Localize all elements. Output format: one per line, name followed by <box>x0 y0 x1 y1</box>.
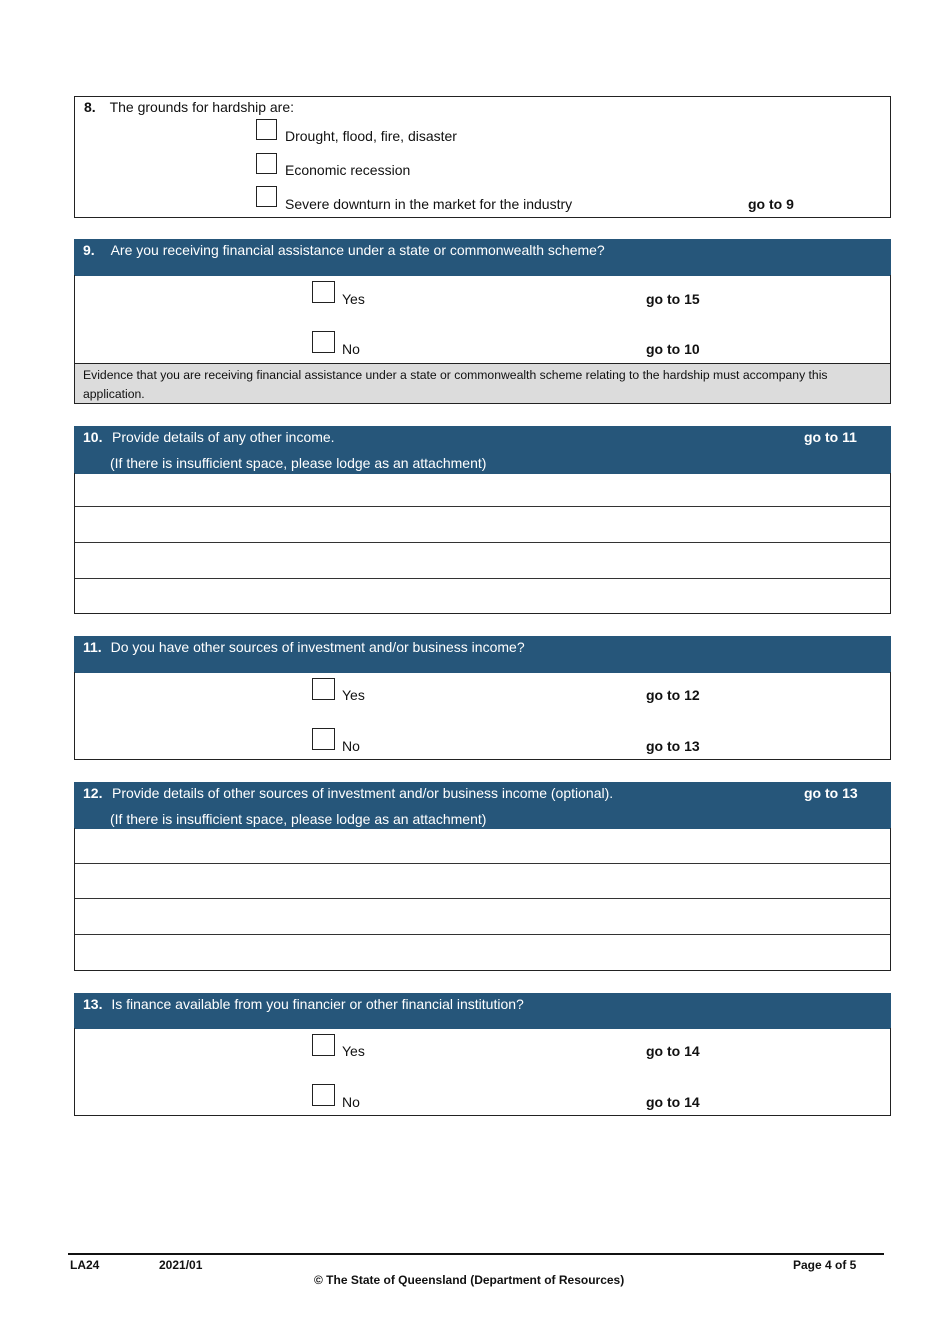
question-12-subtext: (If there is insufficient space, please lodge as an attachment) <box>110 811 487 827</box>
drought-option-label: Drought, flood, fire, disaster <box>285 128 457 144</box>
market-downturn-checkbox[interactable] <box>256 186 277 207</box>
details-line-1 <box>75 506 890 507</box>
question-10-header <box>74 426 891 474</box>
question-12-number: 12. <box>83 785 103 801</box>
question-11-header <box>74 636 891 673</box>
question-9-no-checkbox[interactable] <box>312 331 335 353</box>
question-13-no-label: No <box>342 1094 360 1110</box>
question-13-no-checkbox[interactable] <box>312 1084 335 1106</box>
question-11-answers <box>74 672 891 760</box>
question-8-number: 8. <box>84 99 96 115</box>
question-12-text: Provide details of other sources of investment and/or business income (optional). <box>112 785 614 801</box>
question-10-subtext: (If there is insufficient space, please lodge as an attachment) <box>110 455 487 471</box>
footer-copyright: © The State of Queensland (Department of Resources) <box>314 1273 625 1287</box>
question-11-no-goto: go to 13 <box>646 738 700 754</box>
question-13-no-goto: go to 14 <box>646 1094 700 1110</box>
question-11-no-checkbox[interactable] <box>312 728 335 750</box>
drought-checkbox[interactable] <box>256 119 277 140</box>
question-10-details-area[interactable] <box>74 473 891 614</box>
question-10-text: Provide details of any other income. <box>112 429 335 445</box>
question-9-evidence-note: Evidence that you are receiving financial assistance under a state or commonwealth scheme relating to the hardship must accompany this application. <box>74 363 891 404</box>
question-10-number: 10. <box>83 429 103 445</box>
question-9-yes-checkbox[interactable] <box>312 281 335 303</box>
question-9-text: Are you receiving financial assistance under a state or commonwealth scheme? <box>110 242 605 258</box>
question-11-yes-label: Yes <box>342 687 365 703</box>
question-8-text: The grounds for hardship are: <box>109 99 295 115</box>
question-12-header <box>74 782 891 829</box>
footer-rule <box>68 1253 884 1255</box>
question-13-answers <box>74 1028 891 1116</box>
question-9-no-goto: go to 10 <box>646 341 700 357</box>
question-12-details-area[interactable] <box>74 828 891 971</box>
question-12-goto: go to 13 <box>804 785 858 801</box>
economic-recession-option-label: Economic recession <box>285 162 411 178</box>
question-10-goto: go to 11 <box>804 429 857 445</box>
question-11-text: Do you have other sources of investment and/or business income? <box>110 639 525 655</box>
question-11-yes-goto: go to 12 <box>646 687 700 703</box>
question-9-number: 9. <box>83 242 95 258</box>
question-8-goto: go to 9 <box>748 196 794 212</box>
footer-form-code: LA24 <box>70 1258 100 1272</box>
question-13-yes-label: Yes <box>342 1043 365 1059</box>
details-line-2 <box>75 898 890 899</box>
question-13-yes-goto: go to 14 <box>646 1043 700 1059</box>
question-9-header <box>74 239 891 276</box>
question-11-yes-checkbox[interactable] <box>312 678 335 700</box>
question-13-yes-checkbox[interactable] <box>312 1034 335 1056</box>
question-9-yes-goto: go to 15 <box>646 291 700 307</box>
details-line-2 <box>75 542 890 543</box>
economic-recession-checkbox[interactable] <box>256 153 277 174</box>
details-line-3 <box>75 578 890 579</box>
question-11-no-label: No <box>342 738 360 754</box>
question-9-answers <box>74 275 891 364</box>
footer-version: 2021/01 <box>159 1258 203 1272</box>
question-9-yes-label: Yes <box>342 291 365 307</box>
question-11-number: 11. <box>83 639 102 655</box>
details-line-1 <box>75 863 890 864</box>
market-downturn-option-label: Severe downturn in the market for the industry <box>285 196 573 212</box>
question-13-number: 13. <box>83 996 103 1012</box>
question-8-section <box>74 96 891 218</box>
question-9-no-label: No <box>342 341 360 357</box>
question-13-text: Is finance available from you financier or other financial institution? <box>111 996 524 1012</box>
question-13-header <box>74 993 891 1029</box>
footer-page-number: Page 4 of 5 <box>793 1258 857 1272</box>
details-line-3 <box>75 934 890 935</box>
